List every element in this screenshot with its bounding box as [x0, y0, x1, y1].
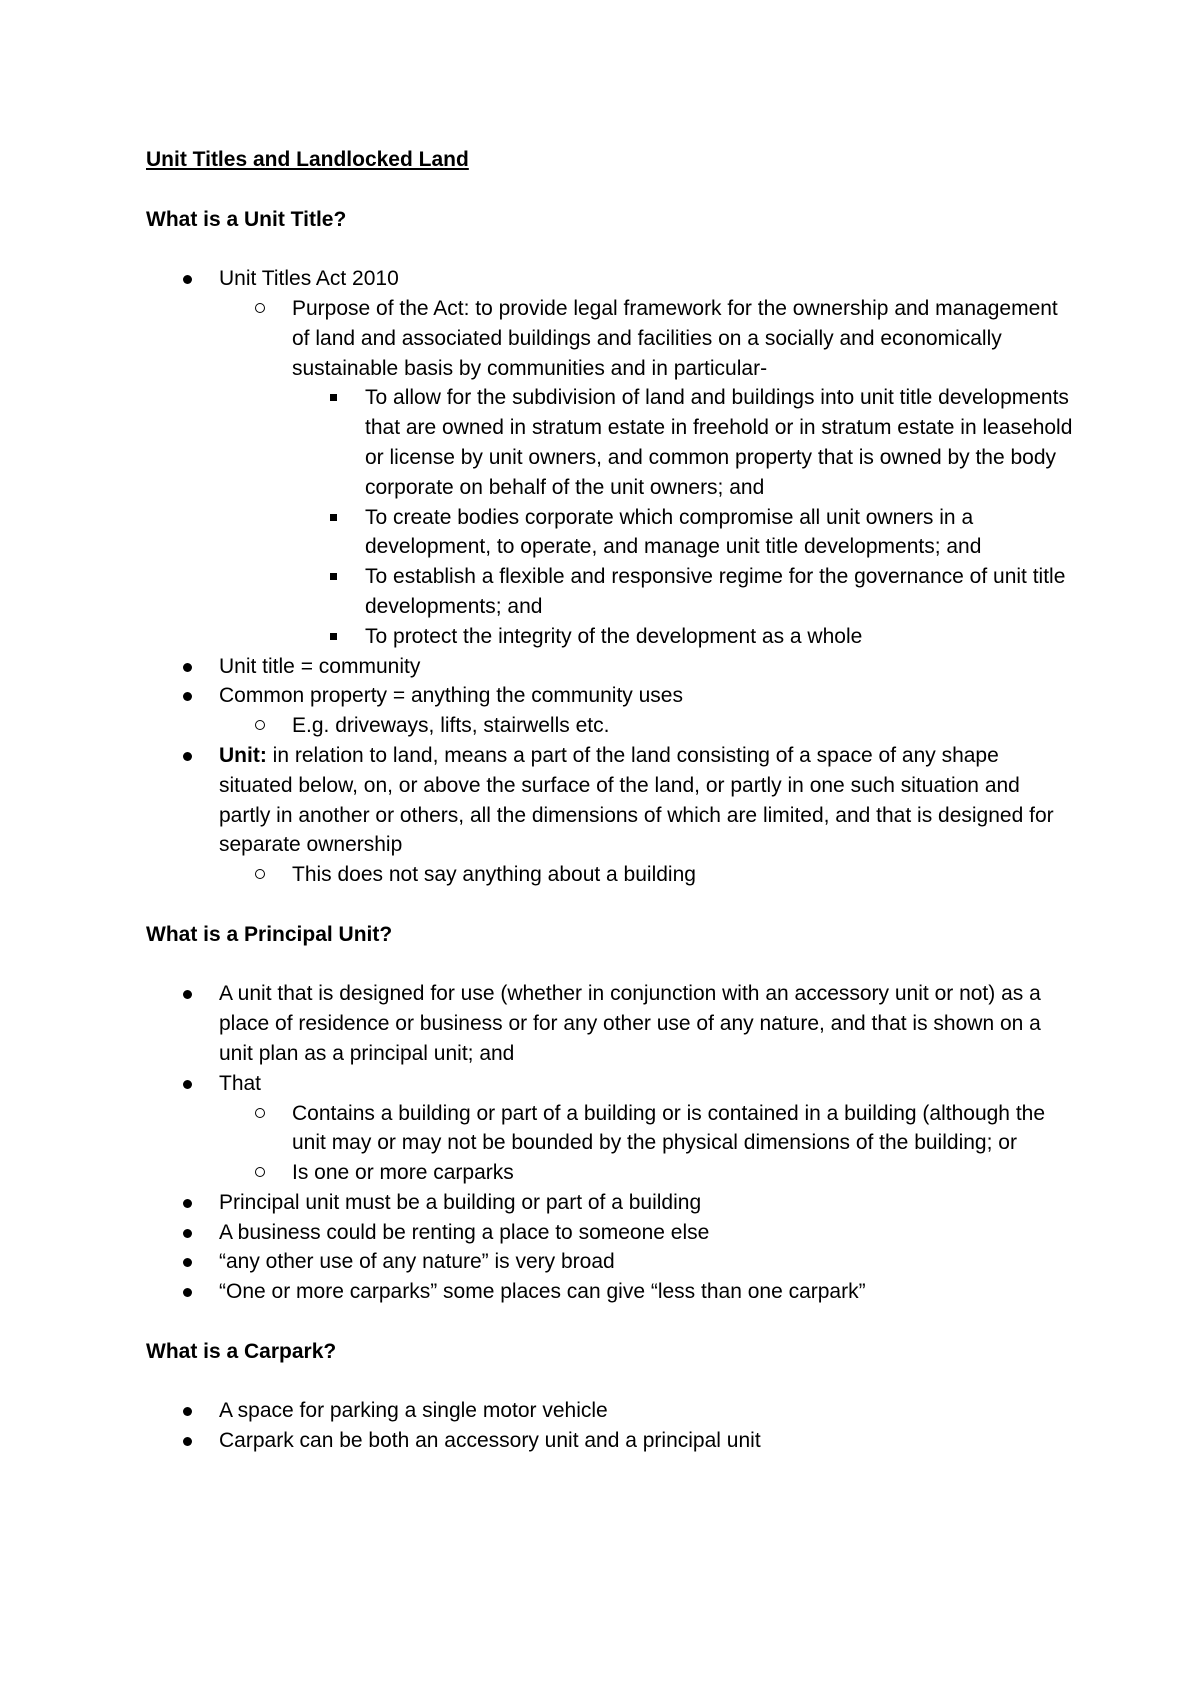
list-item — [219, 1158, 1076, 1188]
list-item — [146, 264, 1076, 651]
sub-list — [219, 711, 1076, 741]
list-item-text: Unit title = community — [219, 654, 421, 678]
square-bullet-marker — [330, 394, 337, 401]
list-item-text: That — [219, 1071, 262, 1095]
list-item-text: E.g. driveways, lifts, stairwells etc. — [292, 714, 610, 738]
circle-bullet-marker — [255, 720, 265, 730]
list-item-text: To protect the integrity of the development as a whole — [365, 624, 863, 648]
list-item-text: Carpark can be both an accessory unit and a principal unit — [219, 1429, 761, 1453]
list-item-text: To establish a flexible and responsive regime for the governance of unit title developments; and — [365, 565, 1066, 618]
bullet-list — [146, 264, 1076, 890]
list-item — [292, 562, 1076, 622]
sub-sub-list — [292, 383, 1076, 651]
square-bullet-marker — [330, 633, 337, 640]
bullet-marker — [183, 1199, 192, 1208]
section-heading: What is a Principal Unit? — [146, 922, 393, 946]
square-bullet-marker — [330, 573, 337, 580]
list-item — [219, 860, 1076, 890]
bullet-marker — [183, 663, 192, 672]
list-item-text: in relation to land, means a part of the land consisting of a space of any shape situated below, on, or above the surface of the land, or partly in one such situation and partly in another or others, all the dimensions of which are limited, and that is designed for separate ownership — [219, 743, 1054, 857]
list-item — [146, 1426, 1076, 1456]
list-item-text: A space for parking a single motor vehicle — [219, 1399, 608, 1423]
bullet-marker — [183, 1080, 192, 1089]
section-heading: What is a Carpark? — [146, 1339, 337, 1363]
list-item-text: Common property = anything the community uses — [219, 684, 683, 708]
circle-bullet-marker — [255, 1108, 265, 1118]
bullet-marker — [183, 1258, 192, 1267]
section-heading: What is a Unit Title? — [146, 207, 347, 231]
list-item — [219, 294, 1076, 652]
bullet-marker — [183, 1229, 192, 1238]
circle-bullet-marker — [255, 303, 265, 313]
bullet-marker — [183, 752, 192, 761]
square-bullet-marker — [330, 514, 337, 521]
bullet-marker — [183, 1437, 192, 1446]
list-item — [146, 681, 1076, 741]
list-item — [292, 383, 1076, 502]
list-item-text: Contains a building or part of a building or is contained in a building (although the unit may or may not be bounded by the physical dimensions of the building; or — [292, 1101, 1046, 1155]
list-item — [146, 1396, 1076, 1426]
term-label: Unit: — [219, 743, 267, 767]
document-title: Unit Titles and Landlocked Land — [146, 148, 469, 171]
list-item — [146, 1277, 1076, 1307]
circle-bullet-marker — [255, 869, 265, 879]
list-item — [146, 1218, 1076, 1248]
list-item-text: Unit Titles Act 2010 — [219, 267, 399, 291]
list-item — [292, 622, 1076, 652]
list-item-text: A business could be renting a place to someone else — [219, 1220, 710, 1244]
document-body — [146, 145, 1076, 1486]
list-item — [146, 1069, 1076, 1188]
list-item — [219, 1099, 1076, 1159]
sub-list — [219, 294, 1076, 652]
list-item — [146, 741, 1076, 890]
list-item — [146, 1188, 1076, 1218]
list-item-text: To allow for the subdivision of land and buildings into unit title developments that are owned in stratum estate in freehold or in stratum estate in leasehold or license by unit owners, and common property that is owned by the body corporate on behalf of the unit owners; and — [365, 386, 1073, 499]
list-item — [219, 711, 1076, 741]
list-item — [146, 1247, 1076, 1277]
list-item-text: A unit that is designed for use (whether in conjunction with an accessory unit or not) as a place of residence or business or for any other use of any nature, and that is shown on a unit plan as a principal unit; and — [219, 982, 1041, 1065]
list-item — [146, 979, 1076, 1068]
list-item-text: “One or more carparks” some places can give “less than one carpark” — [219, 1280, 866, 1304]
bullet-marker — [183, 990, 192, 999]
circle-bullet-marker — [255, 1167, 265, 1177]
list-item-text: To create bodies corporate which compromise all unit owners in a development, to operate, and manage unit title developments; and — [365, 505, 982, 559]
list-item-text: Is one or more carparks — [292, 1161, 514, 1185]
bullet-marker — [183, 692, 192, 701]
list-item — [292, 503, 1076, 563]
list-item — [146, 652, 1076, 682]
bullet-marker — [183, 1288, 192, 1297]
list-item-text: Principal unit must be a building or part of a building — [219, 1190, 702, 1214]
sub-list — [219, 860, 1076, 890]
list-item-text: Purpose of the Act: to provide legal framework for the ownership and management of land and associated buildings and facilities on a socially and economically sustainable basis by communities and in particular- — [292, 296, 1058, 380]
bullet-marker — [183, 275, 192, 284]
bullet-list — [146, 1396, 1076, 1456]
list-item-text: “any other use of any nature” is very broad — [219, 1250, 615, 1274]
bullet-marker — [183, 1407, 192, 1416]
bullet-list — [146, 979, 1076, 1307]
list-item-text: This does not say anything about a building — [292, 863, 696, 887]
sub-list — [219, 1099, 1076, 1188]
